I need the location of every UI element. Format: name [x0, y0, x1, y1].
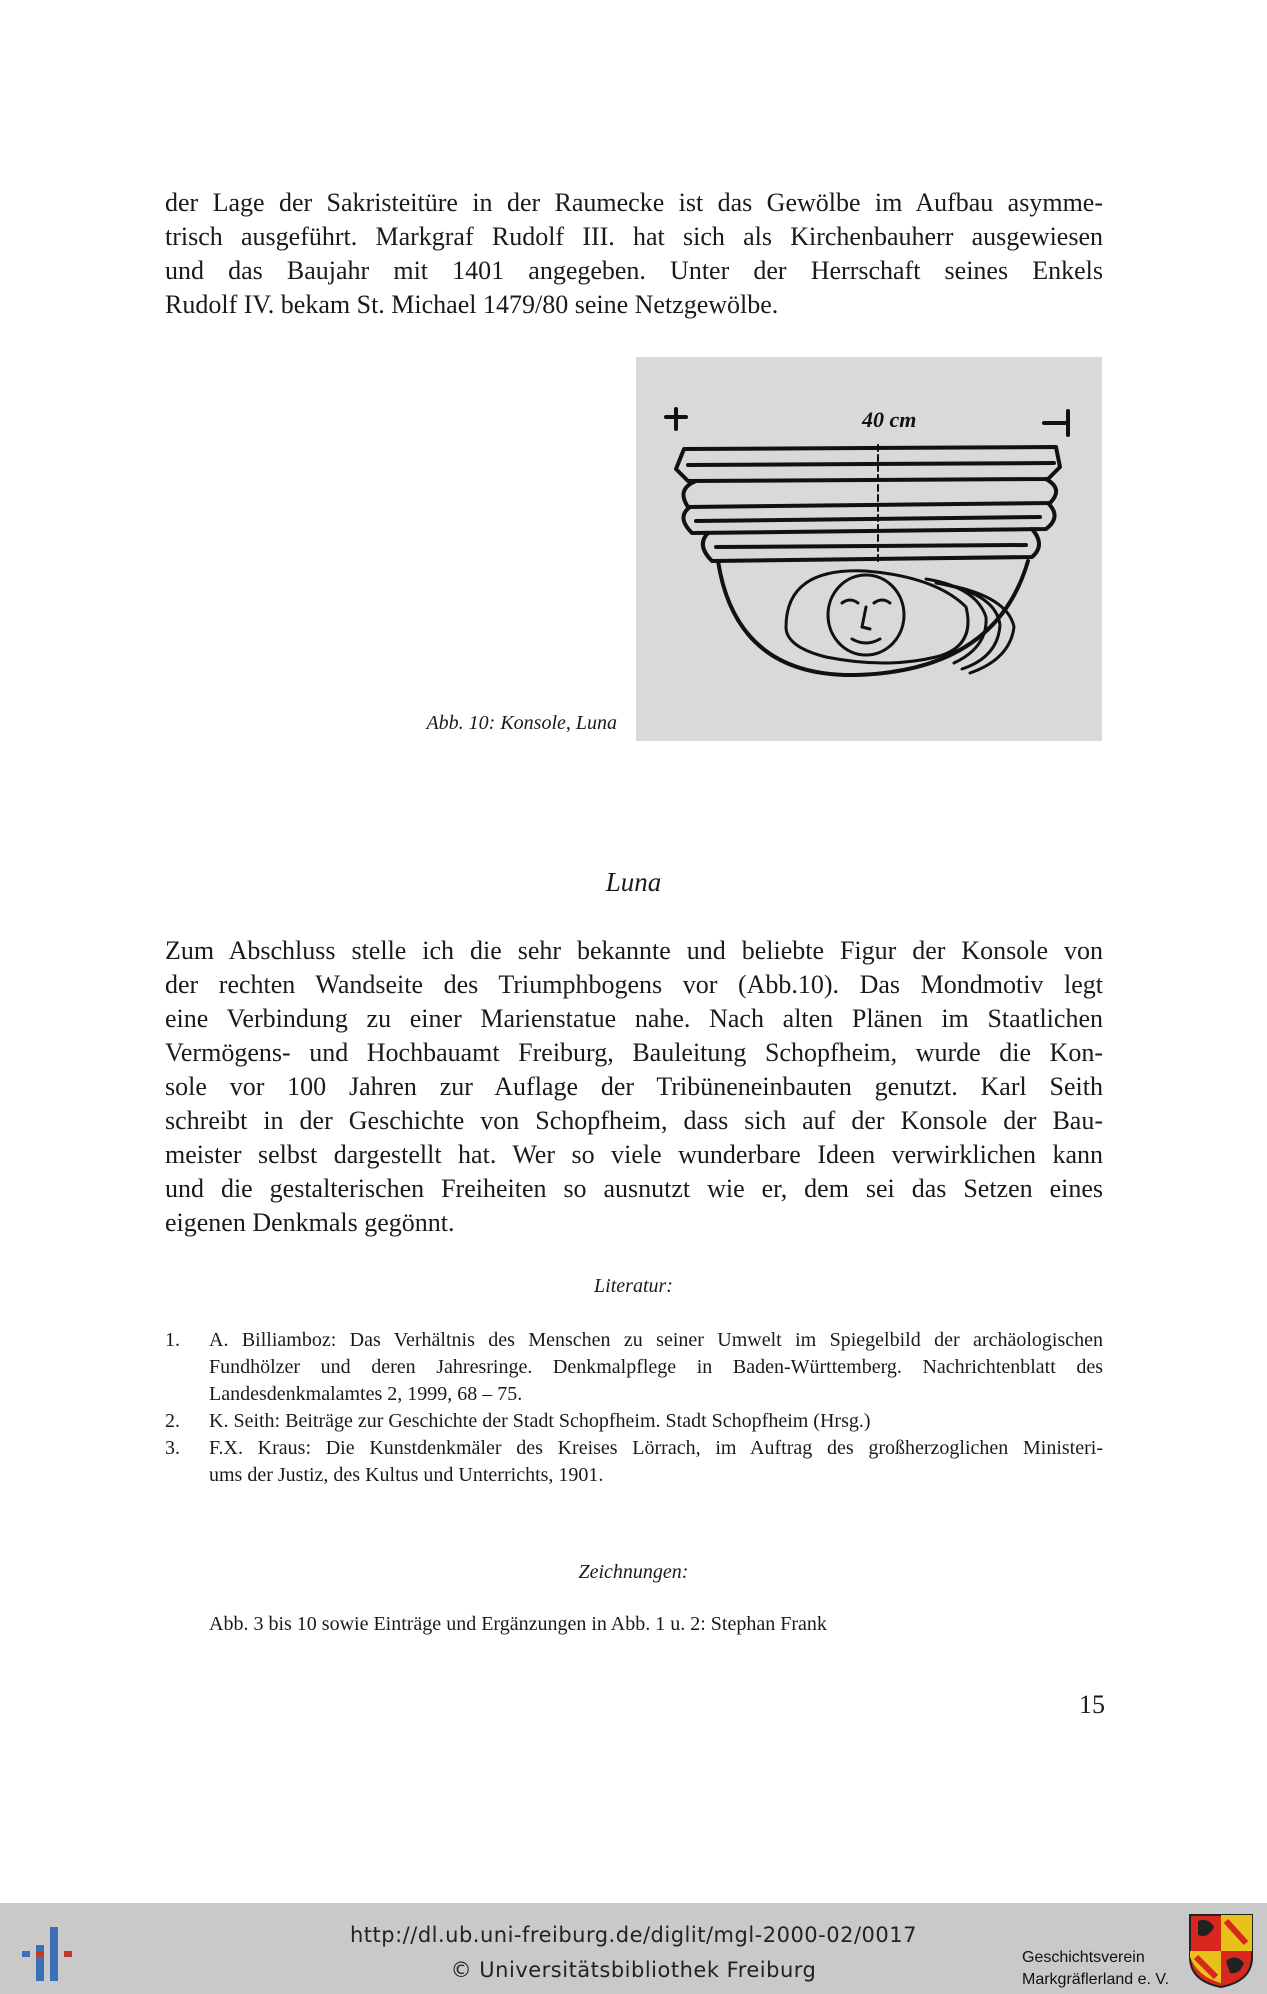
- figure-caption: Abb. 10: Konsole, Luna: [426, 712, 617, 734]
- reference-line: ums der Justiz, des Kultus und Unterrichts, 1901.: [209, 1464, 604, 1486]
- society-name-line: Geschichtsverein: [1022, 1949, 1145, 1966]
- text-line: und das Baujahr mit 1401 angegeben. Unter der Herrschaft seines Enkels: [165, 256, 1103, 285]
- document-url-link[interactable]: http://dl.ub.uni-freiburg.de/diglit/mgl-2000-02/0017: [349, 1923, 917, 1947]
- footer-bar: [0, 1903, 1267, 1994]
- reference-list: [165, 1327, 1103, 1489]
- drawings-heading: Zeichnungen:: [578, 1561, 689, 1583]
- text-line: und die gestalterischen Freiheiten so ausnutzt wie er, dem sei das Setzen eines: [165, 1174, 1103, 1203]
- section-heading: Luna: [605, 867, 662, 897]
- coat-of-arms-icon: [1188, 1913, 1254, 1989]
- intro-paragraph: [165, 186, 1103, 322]
- reference-item: [165, 1435, 1103, 1489]
- text-line: Vermögens- und Hochbauamt Freiburg, Bauleitung Schopfheim, wurde die Kon-: [165, 1038, 1103, 1067]
- console-drawing-figure: [636, 357, 1102, 741]
- literature-heading: Literatur:: [594, 1275, 673, 1297]
- dimension-label: 40 cm: [862, 407, 917, 432]
- copyright-text: © Universitätsbibliothek Freiburg: [450, 1958, 817, 1982]
- text-line: der Lage der Sakristeitüre in der Raumecke ist das Gewölbe im Aufbau asymme-: [165, 188, 1103, 217]
- console-drawing: [636, 357, 1102, 741]
- reference-number: 1.: [165, 1329, 180, 1351]
- reference-number: 2.: [165, 1410, 180, 1432]
- text-line: schreibt in der Geschichte von Schopfheim, dass sich auf der Konsole der Bau-: [165, 1106, 1103, 1135]
- text-line: Rudolf IV. bekam St. Michael 1479/80 seine Netzgewölbe.: [165, 290, 779, 319]
- body-paragraph: [165, 934, 1103, 1240]
- reference-item: [165, 1408, 1103, 1435]
- page-number: 15: [1079, 1690, 1105, 1719]
- reference-line: Landesdenkmalamtes 2, 1999, 68 – 75.: [209, 1383, 523, 1405]
- society-name-line: Markgräflerland e. V.: [1022, 1971, 1170, 1988]
- drawings-credit: Abb. 3 bis 10 sowie Einträge und Ergänzungen in Abb. 1 u. 2: Stephan Frank: [209, 1613, 827, 1635]
- text-line: Zum Abschluss stelle ich die sehr bekannte und beliebte Figur der Konsole von: [165, 936, 1103, 965]
- text-line: sole vor 100 Jahren zur Auflage der Tribüneneinbauten genutzt. Karl Seith: [165, 1072, 1103, 1101]
- reference-line: A. Billiamboz: Das Verhältnis des Menschen zu seiner Umwelt im Spiegelbild der archäologischen: [209, 1329, 1103, 1351]
- text-line: trisch ausgeführt. Markgraf Rudolf III. hat sich als Kirchenbauherr ausgewiesen: [165, 222, 1103, 251]
- reference-line: K. Seith: Beiträge zur Geschichte der Stadt Schopfheim. Stadt Schopfheim (Hrsg.): [209, 1410, 871, 1432]
- text-line: der rechten Wandseite des Triumphbogens vor (Abb.10). Das Mondmotiv legt: [165, 970, 1103, 999]
- text-line: eigenen Denkmals gegönnt.: [165, 1208, 455, 1237]
- reference-number: 3.: [165, 1437, 180, 1459]
- text-line: meister selbst dargestellt hat. Wer so viele wunderbare Ideen verwirklichen kann: [165, 1140, 1103, 1169]
- reference-line: Fundhölzer und deren Jahresringe. Denkmalpflege in Baden-Württemberg. Nachrichtenblatt des: [209, 1356, 1103, 1378]
- text-line: eine Verbindung zu einer Marienstatue nahe. Nach alten Plänen im Staatlichen: [165, 1004, 1103, 1033]
- reference-line: F.X. Kraus: Die Kunstdenkmäler des Kreises Lörrach, im Auftrag des großherzoglichen Ministeri-: [209, 1437, 1103, 1459]
- reference-item: [165, 1327, 1103, 1408]
- society-name: [1022, 1947, 1169, 1991]
